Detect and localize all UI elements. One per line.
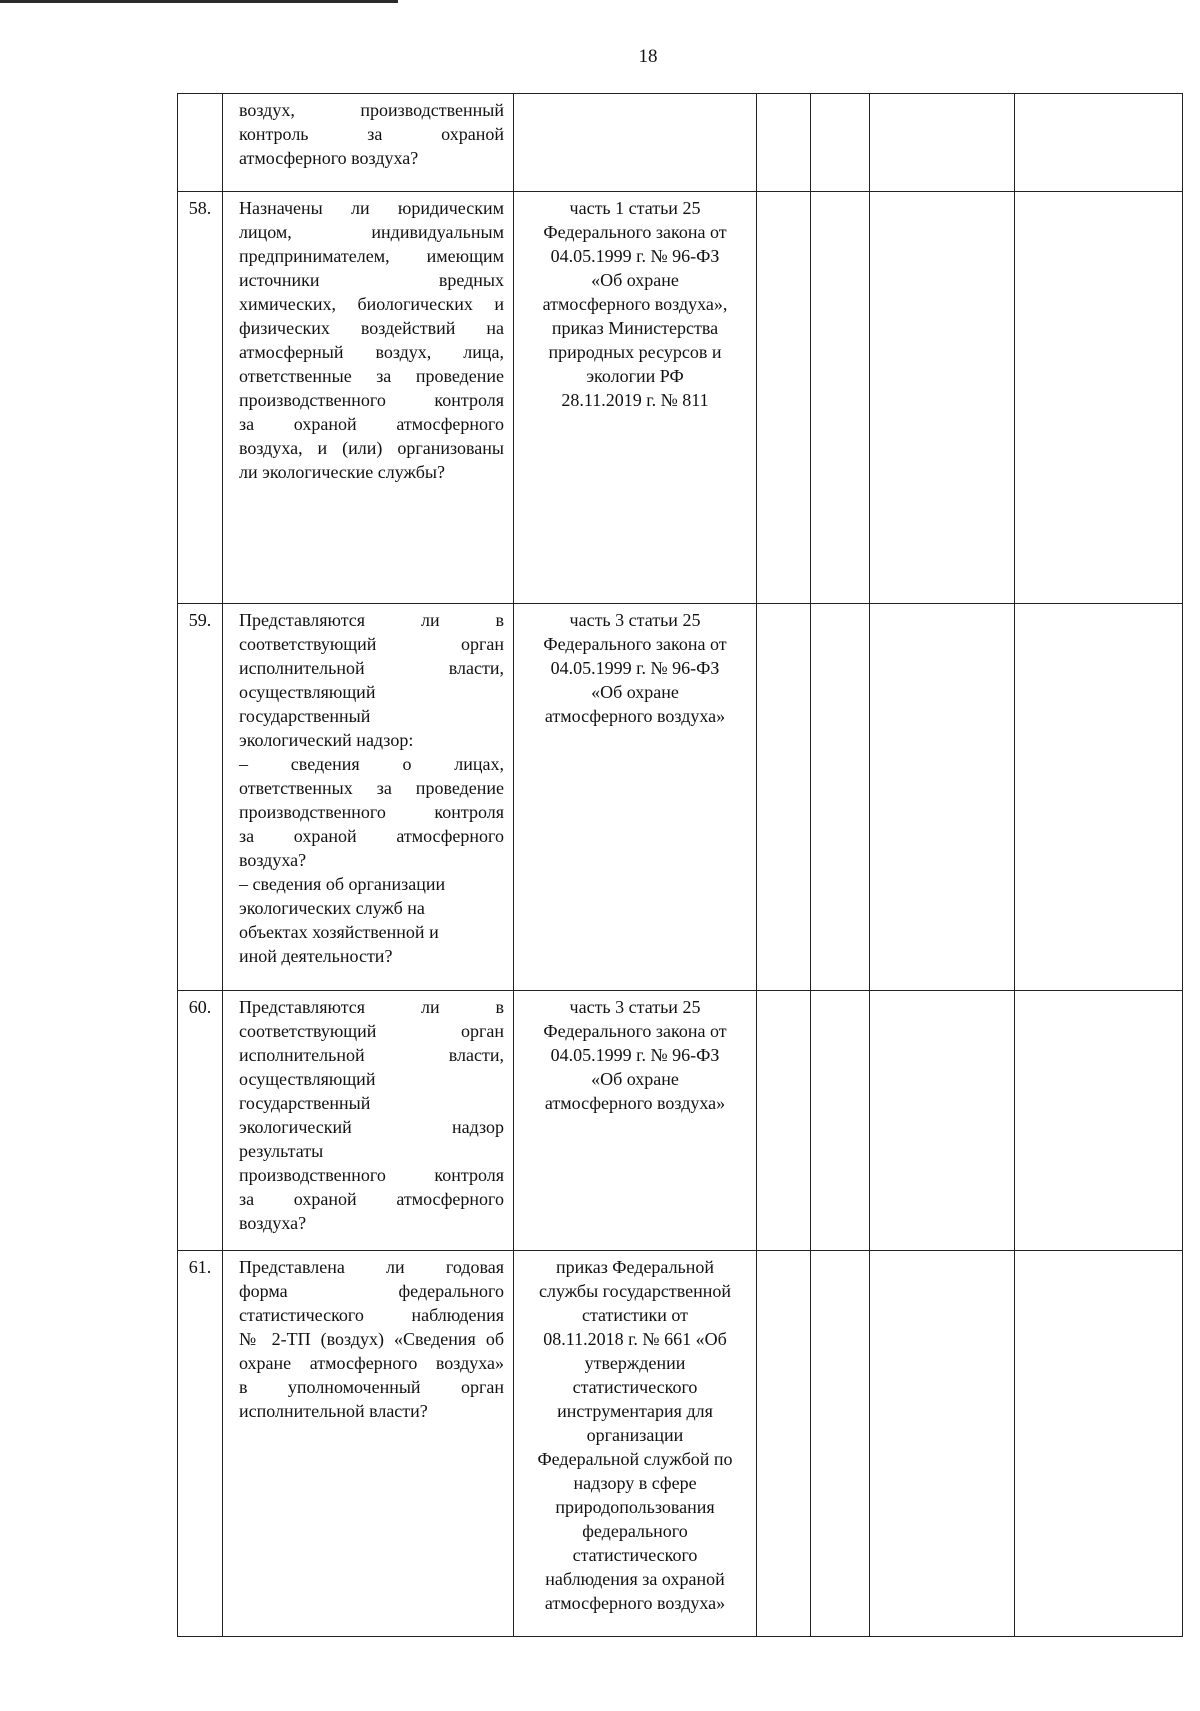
question-text-line: исполнительной власти, xyxy=(239,1045,504,1065)
answer-not-applicable-cell xyxy=(870,604,1015,991)
question-text-line: воздух, производственный xyxy=(239,100,504,120)
question-text-line: в уполномоченный орган xyxy=(239,1377,504,1397)
legal-reference-line: природопользования xyxy=(555,1497,715,1517)
answer-not-applicable-cell xyxy=(870,1251,1015,1637)
question-text-line: № 2-ТП (воздух) «Сведения об xyxy=(239,1329,504,1349)
question-text-line: химических, биологических и xyxy=(239,294,504,314)
legal-reference-line: Федеральной службой по xyxy=(537,1449,733,1469)
legal-reference-line: «Об охране xyxy=(591,270,679,290)
checklist-table xyxy=(177,93,1183,1637)
question-text-line: производственного контроля xyxy=(239,802,504,822)
legal-reference-cell xyxy=(514,604,757,991)
legal-reference-line: «Об охране xyxy=(591,682,679,702)
legal-reference-line: часть 1 статьи 25 xyxy=(569,198,701,218)
checklist-table-body xyxy=(178,94,1183,1637)
legal-reference-cell xyxy=(514,94,757,192)
question-text-line: за охраной атмосферного xyxy=(239,826,504,846)
row-number-cell xyxy=(178,94,223,192)
table-row xyxy=(178,604,1183,991)
question-text-line: предпринимателем, имеющим xyxy=(239,246,504,266)
legal-reference-line: организации xyxy=(586,1425,684,1445)
legal-reference-line: статистического xyxy=(572,1377,698,1397)
row-number-cell xyxy=(178,192,223,604)
legal-reference-line: надзору в сфере xyxy=(573,1473,697,1493)
legal-reference-line: Федерального закона от xyxy=(543,634,727,654)
comment-cell xyxy=(1015,192,1183,604)
question-text-line: за охраной атмосферного xyxy=(239,1189,504,1209)
row-number-cell xyxy=(178,991,223,1251)
question-text-line: Представляются ли в xyxy=(239,997,504,1017)
question-text-line: – сведения об организации xyxy=(239,874,446,894)
legal-reference-line: федерального xyxy=(582,1521,688,1541)
question-text-line: исполнительной власти? xyxy=(239,1401,428,1421)
question-text-line: соответствующий орган xyxy=(239,1021,504,1041)
row-number-cell xyxy=(178,604,223,991)
legal-reference-line: статистического xyxy=(572,1545,698,1565)
question-text-line: атмосферного воздуха? xyxy=(239,148,419,168)
legal-reference-line: Федерального закона от xyxy=(543,222,727,242)
comment-cell xyxy=(1015,604,1183,991)
comment-cell xyxy=(1015,1251,1183,1637)
question-text-line: охране атмосферного воздуха» xyxy=(239,1353,504,1373)
legal-reference-line: часть 3 статьи 25 xyxy=(569,997,701,1017)
legal-reference-line: природных ресурсов и xyxy=(548,342,722,362)
comment-cell xyxy=(1015,94,1183,192)
answer-no-cell xyxy=(811,192,870,604)
question-cell xyxy=(223,604,514,991)
legal-reference-line: инструментария для xyxy=(557,1401,713,1421)
legal-reference-line: 08.11.2018 г. № 661 «Об xyxy=(543,1329,727,1349)
legal-reference-cell xyxy=(514,991,757,1251)
question-text-line: атмосферный воздух, лица, xyxy=(239,342,504,362)
answer-no-cell xyxy=(811,991,870,1251)
question-cell xyxy=(223,94,514,192)
legal-reference-line: Федерального закона от xyxy=(543,1021,727,1041)
question-cell xyxy=(223,991,514,1251)
legal-reference-line: 04.05.1999 г. № 96-ФЗ xyxy=(550,246,720,266)
answer-yes-cell xyxy=(757,991,811,1251)
legal-reference-line: статистики от xyxy=(581,1305,689,1325)
legal-reference-cell xyxy=(514,192,757,604)
question-text-line: экологический надзор: xyxy=(239,730,414,750)
table-row xyxy=(178,94,1183,192)
row-number: 60. xyxy=(188,997,212,1017)
question-text-line: за охраной атмосферного xyxy=(239,414,504,434)
legal-reference-line: 04.05.1999 г. № 96-ФЗ xyxy=(550,1045,720,1065)
legal-reference-line: 28.11.2019 г. № 811 xyxy=(561,390,709,410)
answer-not-applicable-cell xyxy=(870,192,1015,604)
question-text-line: осуществляющий xyxy=(239,682,376,702)
question-text-line: воздуха? xyxy=(239,1213,307,1233)
question-text-line: лицом, индивидуальным xyxy=(239,222,504,242)
answer-not-applicable-cell xyxy=(870,94,1015,192)
legal-reference-line: «Об охране xyxy=(591,1069,679,1089)
page-number: 18 xyxy=(638,46,658,67)
legal-reference-line: 04.05.1999 г. № 96-ФЗ xyxy=(550,658,720,678)
legal-reference-line: экологии РФ xyxy=(586,366,684,386)
question-text-line: результаты xyxy=(239,1141,324,1161)
question-text-line: государственный xyxy=(239,1093,371,1113)
answer-yes-cell xyxy=(757,94,811,192)
legal-reference-line: часть 3 статьи 25 xyxy=(569,610,701,630)
question-text-line: источники вредных xyxy=(239,270,504,290)
answer-yes-cell xyxy=(757,1251,811,1637)
legal-reference-line: наблюдения за охраной xyxy=(545,1569,725,1589)
row-number: 59. xyxy=(188,610,212,630)
legal-reference-line: приказ Федеральной xyxy=(555,1257,715,1277)
legal-reference-line: атмосферного воздуха», xyxy=(542,294,728,314)
answer-no-cell xyxy=(811,604,870,991)
table-row xyxy=(178,192,1183,604)
legal-reference-line: атмосферного воздуха» xyxy=(544,1593,726,1613)
question-text-line: воздуха? xyxy=(239,850,307,870)
question-text-line: ответственные за проведение xyxy=(239,366,504,386)
table-row xyxy=(178,991,1183,1251)
answer-no-cell xyxy=(811,1251,870,1637)
question-text-line: – сведения о лицах, xyxy=(239,754,504,774)
legal-reference-line: приказ Министерства xyxy=(551,318,719,338)
question-text-line: исполнительной власти, xyxy=(239,658,504,678)
question-text-line: ответственных за проведение xyxy=(239,778,504,798)
answer-not-applicable-cell xyxy=(870,991,1015,1251)
question-text-line: Представляются ли в xyxy=(239,610,504,630)
table-row xyxy=(178,1251,1183,1637)
question-cell xyxy=(223,192,514,604)
question-text-line: форма федерального xyxy=(239,1281,504,1301)
row-number: 58. xyxy=(188,198,212,218)
legal-reference-line: атмосферного воздуха» xyxy=(544,706,726,726)
question-text-line: объектах хозяйственной и xyxy=(239,922,439,942)
question-text-line: воздуха, и (или) организованы xyxy=(239,438,504,458)
question-text-line: Назначены ли юридическим xyxy=(239,198,504,218)
question-text-line: осуществляющий xyxy=(239,1069,376,1089)
question-text-line: экологических служб на xyxy=(239,898,425,918)
answer-yes-cell xyxy=(757,604,811,991)
answer-no-cell xyxy=(811,94,870,192)
question-cell xyxy=(223,1251,514,1637)
row-number: 61. xyxy=(188,1257,212,1277)
scan-edge-mark xyxy=(0,0,398,3)
question-text-line: физических воздействий на xyxy=(239,318,504,338)
legal-reference-cell xyxy=(514,1251,757,1637)
question-text-line: производственного контроля xyxy=(239,390,504,410)
row-number-cell xyxy=(178,1251,223,1637)
legal-reference-line: утверждении xyxy=(584,1353,686,1373)
legal-reference-line: атмосферного воздуха» xyxy=(544,1093,726,1113)
question-text-line: Представлена ли годовая xyxy=(239,1257,504,1277)
question-text-line: государственный xyxy=(239,706,371,726)
question-text-line: контроль за охраной xyxy=(239,124,504,144)
answer-yes-cell xyxy=(757,192,811,604)
question-text-line: экологический надзор xyxy=(239,1117,504,1137)
legal-reference-line: службы государственной xyxy=(539,1281,731,1301)
question-text-line: соответствующий орган xyxy=(239,634,504,654)
question-text-line: статистического наблюдения xyxy=(239,1305,504,1325)
question-text-line: ли экологические службы? xyxy=(239,462,445,482)
question-text-line: производственного контроля xyxy=(239,1165,504,1185)
comment-cell xyxy=(1015,991,1183,1251)
question-text-line: иной деятельности? xyxy=(239,946,393,966)
